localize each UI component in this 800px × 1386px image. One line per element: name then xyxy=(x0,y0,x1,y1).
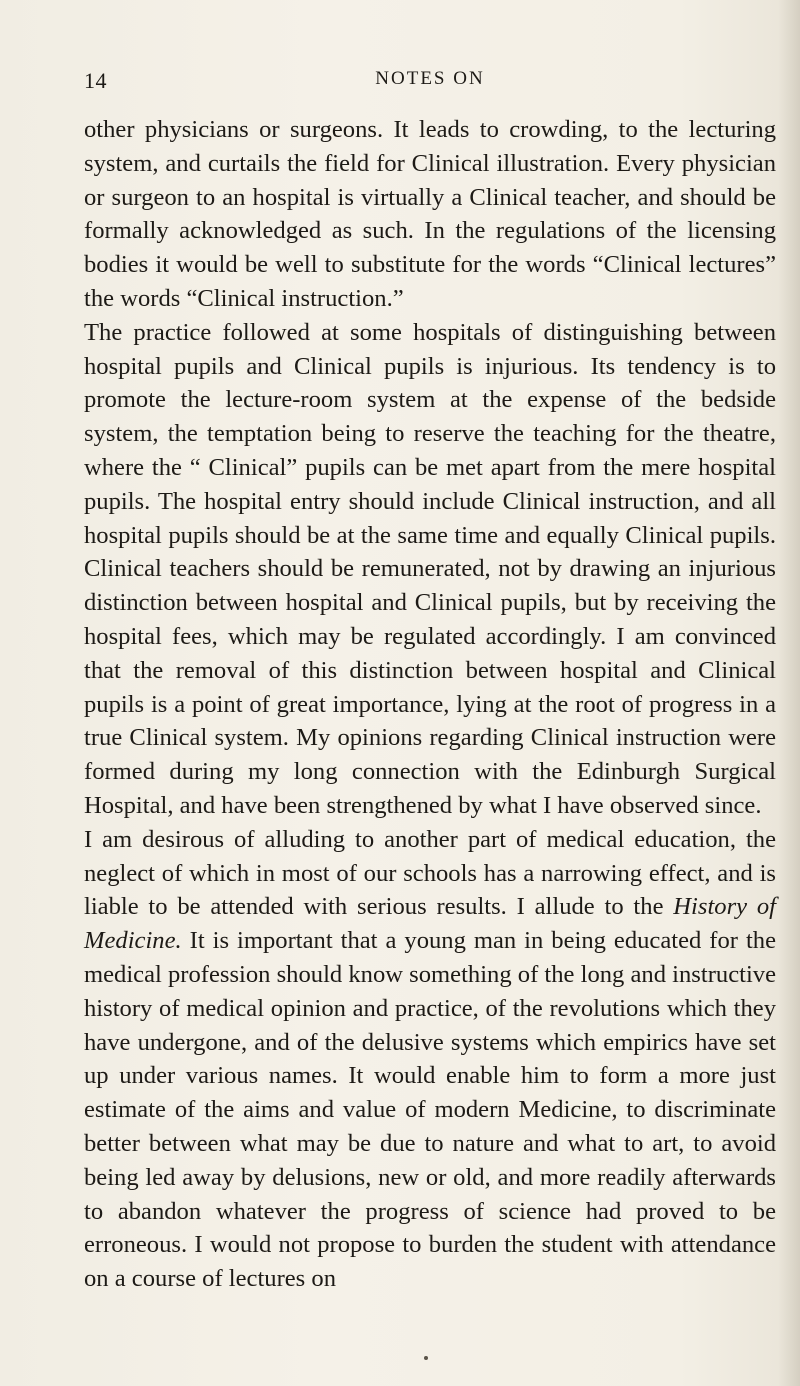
page-header xyxy=(84,68,776,98)
paragraph-3-text-start: I am desirous of alluding to another part of medical education, the neglect of which in most of our schools has a narrowing effect, and is liable to be attended with serious results. I allude to the xyxy=(84,825,776,921)
italic-title: History of Medicine. xyxy=(84,893,777,955)
paragraph-2: The practice followed at some hospitals of distinguishing between hospital pupils and Clinical pupils is injurious. Its tendency is to promote the lecture-room system at the expense of the bedside system, the temptation being to reserve the teaching for the theatre, where the “ Clinical” pupils can be met apart from the mere hospital pupils. The hospital entry should include Clinical instruction, and all hospital pupils should be at the same time and equally Clinical pupils. Clinical teachers should be remunerated, not by drawing an injurious distinction between hospital and Clinical pupils, but by receiving the hospital fees, which may be regulated accordingly. I am convinced that the removal of this distinction between hospital and Clinical pupils is a point of great importance, lying at the root of progress in a true Clinical system. My opinions regarding Clinical instruction were formed during my long connection with the Edinburgh Surgical Hospital, and have been strengthened by what I have observed since. xyxy=(84,318,776,819)
page-edge-shadow xyxy=(778,0,800,1386)
paragraph-1: other physicians or surgeons. It leads to crowding, to the lecturing system, and curtails the field for Clinical illustration. Every physician or surgeon to an hospital is virtually a Clinical teacher, and should be formally acknowledged as such. In the regulations of the licensing bodies it would be well to substitute for the words “Clinical lectures” the words “Clinical instruction.” xyxy=(84,116,776,312)
ink-speck xyxy=(424,1356,428,1360)
running-head: NOTES ON xyxy=(375,68,485,89)
body-text xyxy=(84,113,776,1296)
page-number: 14 xyxy=(84,68,107,93)
paragraph-3-text-end: It is important that a young man in being educated for the medical profession should know something of the long and instructive history of medical opinion and practice, of the revolutions which they have undergone, and of the delusive systems which empirics have set up under various names. It would enable him to form a more just estimate of the aims and value of modern Medicine, to discriminate better between what may be due to nature and what to art, to avoid being led away by delusions, new or old, and more readily afterwards to abandon whatever the progress of science had proved to be erroneous. I would not propose to burden the student with attendance on a course of lectures on xyxy=(84,927,776,1293)
paragraph-3 xyxy=(84,823,776,1296)
